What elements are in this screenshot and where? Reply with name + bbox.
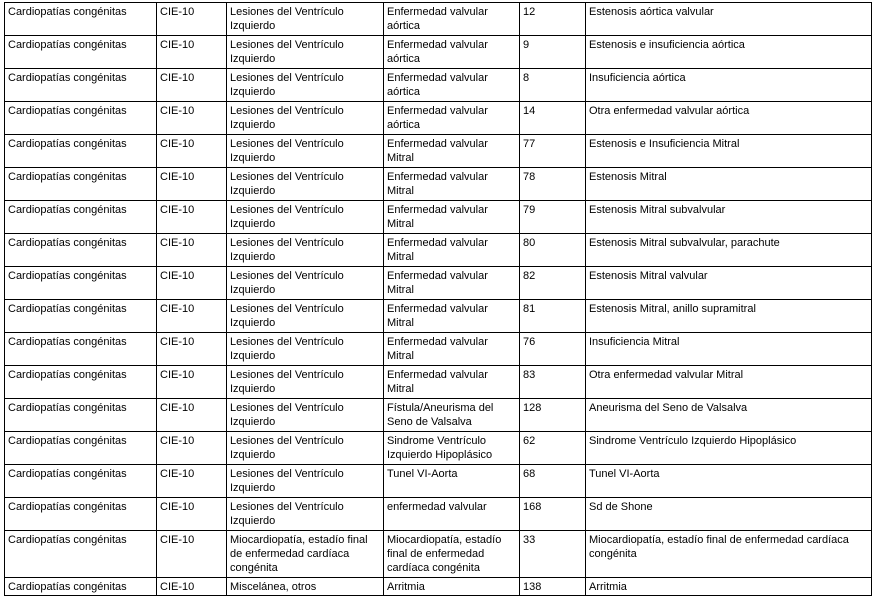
category-cell: Cardiopatías congénitas <box>5 531 157 578</box>
subgroup-cell: Enfermedad valvular Mitral <box>384 300 520 333</box>
diagnosis-cell: Miocardiopatía, estadío final de enfermedad cardíaca congénita <box>586 531 872 578</box>
category-cell: Cardiopatías congénitas <box>5 366 157 399</box>
diagnosis-cell: Insuficiencia aórtica <box>586 69 872 102</box>
subgroup-cell: Enfermedad valvular Mitral <box>384 201 520 234</box>
code-system-cell: CIE-10 <box>157 578 227 596</box>
subgroup-cell: Miocardiopatía, estadío final de enfermedad cardíaca congénita <box>384 531 520 578</box>
subgroup-cell: Sindrome Ventrículo Izquierdo Hipoplásico <box>384 432 520 465</box>
category-cell: Cardiopatías congénitas <box>5 465 157 498</box>
group-cell: Miocardiopatía, estadío final de enfermedad cardíaca congénita <box>227 531 384 578</box>
group-cell: Lesiones del Ventrículo Izquierdo <box>227 300 384 333</box>
subgroup-cell: enfermedad valvular <box>384 498 520 531</box>
code-cell: 9 <box>520 36 586 69</box>
code-cell: 82 <box>520 267 586 300</box>
group-cell: Lesiones del Ventrículo Izquierdo <box>227 36 384 69</box>
group-cell: Lesiones del Ventrículo Izquierdo <box>227 333 384 366</box>
code-cell: 33 <box>520 531 586 578</box>
group-cell: Lesiones del Ventrículo Izquierdo <box>227 135 384 168</box>
category-cell: Cardiopatías congénitas <box>5 300 157 333</box>
table-row <box>5 135 872 168</box>
diagnosis-table <box>4 2 872 596</box>
subgroup-cell: Enfermedad valvular Mitral <box>384 168 520 201</box>
diagnosis-cell: Otra enfermedad valvular Mitral <box>586 366 872 399</box>
subgroup-cell: Enfermedad valvular aórtica <box>384 69 520 102</box>
category-cell: Cardiopatías congénitas <box>5 102 157 135</box>
code-cell: 138 <box>520 578 586 596</box>
group-cell: Lesiones del Ventrículo Izquierdo <box>227 69 384 102</box>
subgroup-cell: Arritmia <box>384 578 520 596</box>
code-cell: 68 <box>520 465 586 498</box>
code-cell: 168 <box>520 498 586 531</box>
table-row <box>5 102 872 135</box>
code-cell: 62 <box>520 432 586 465</box>
category-cell: Cardiopatías congénitas <box>5 432 157 465</box>
diagnosis-cell: Tunel VI-Aorta <box>586 465 872 498</box>
group-cell: Lesiones del Ventrículo Izquierdo <box>227 3 384 36</box>
code-system-cell: CIE-10 <box>157 498 227 531</box>
category-cell: Cardiopatías congénitas <box>5 69 157 102</box>
subgroup-cell: Fístula/Aneurisma del Seno de Valsalva <box>384 399 520 432</box>
category-cell: Cardiopatías congénitas <box>5 399 157 432</box>
category-cell: Cardiopatías congénitas <box>5 3 157 36</box>
code-system-cell: CIE-10 <box>157 399 227 432</box>
table-row <box>5 432 872 465</box>
code-cell: 12 <box>520 3 586 36</box>
table-row <box>5 201 872 234</box>
code-system-cell: CIE-10 <box>157 135 227 168</box>
group-cell: Lesiones del Ventrículo Izquierdo <box>227 267 384 300</box>
code-system-cell: CIE-10 <box>157 366 227 399</box>
code-system-cell: CIE-10 <box>157 465 227 498</box>
diagnosis-cell: Estenosis Mitral <box>586 168 872 201</box>
diagnosis-cell: Insuficiencia Mitral <box>586 333 872 366</box>
code-cell: 81 <box>520 300 586 333</box>
code-cell: 78 <box>520 168 586 201</box>
category-cell: Cardiopatías congénitas <box>5 201 157 234</box>
group-cell: Miscelánea, otros <box>227 578 384 596</box>
table-row <box>5 498 872 531</box>
subgroup-cell: Enfermedad valvular Mitral <box>384 366 520 399</box>
code-system-cell: CIE-10 <box>157 267 227 300</box>
category-cell: Cardiopatías congénitas <box>5 135 157 168</box>
group-cell: Lesiones del Ventrículo Izquierdo <box>227 399 384 432</box>
subgroup-cell: Enfermedad valvular Mitral <box>384 234 520 267</box>
table-row <box>5 168 872 201</box>
table-row <box>5 267 872 300</box>
category-cell: Cardiopatías congénitas <box>5 234 157 267</box>
code-cell: 76 <box>520 333 586 366</box>
diagnosis-cell: Sd de Shone <box>586 498 872 531</box>
table-row <box>5 578 872 596</box>
group-cell: Lesiones del Ventrículo Izquierdo <box>227 498 384 531</box>
category-cell: Cardiopatías congénitas <box>5 333 157 366</box>
group-cell: Lesiones del Ventrículo Izquierdo <box>227 201 384 234</box>
subgroup-cell: Tunel VI-Aorta <box>384 465 520 498</box>
category-cell: Cardiopatías congénitas <box>5 168 157 201</box>
subgroup-cell: Enfermedad valvular aórtica <box>384 36 520 69</box>
diagnosis-cell: Estenosis Mitral subvalvular <box>586 201 872 234</box>
code-cell: 77 <box>520 135 586 168</box>
diagnosis-cell: Estenosis e insuficiencia aórtica <box>586 36 872 69</box>
code-system-cell: CIE-10 <box>157 102 227 135</box>
code-system-cell: CIE-10 <box>157 168 227 201</box>
code-cell: 8 <box>520 69 586 102</box>
table-row <box>5 531 872 578</box>
code-system-cell: CIE-10 <box>157 333 227 366</box>
diagnosis-cell: Estenosis aórtica valvular <box>586 3 872 36</box>
table-row <box>5 36 872 69</box>
diagnosis-cell: Aneurisma del Seno de Valsalva <box>586 399 872 432</box>
code-system-cell: CIE-10 <box>157 300 227 333</box>
code-system-cell: CIE-10 <box>157 432 227 465</box>
table-row <box>5 333 872 366</box>
group-cell: Lesiones del Ventrículo Izquierdo <box>227 234 384 267</box>
group-cell: Lesiones del Ventrículo Izquierdo <box>227 102 384 135</box>
category-cell: Cardiopatías congénitas <box>5 498 157 531</box>
diagnosis-cell: Sindrome Ventrículo Izquierdo Hipoplásico <box>586 432 872 465</box>
code-cell: 83 <box>520 366 586 399</box>
code-cell: 128 <box>520 399 586 432</box>
subgroup-cell: Enfermedad valvular Mitral <box>384 135 520 168</box>
code-cell: 14 <box>520 102 586 135</box>
table-row <box>5 3 872 36</box>
category-cell: Cardiopatías congénitas <box>5 36 157 69</box>
group-cell: Lesiones del Ventrículo Izquierdo <box>227 366 384 399</box>
table-row <box>5 399 872 432</box>
code-system-cell: CIE-10 <box>157 69 227 102</box>
group-cell: Lesiones del Ventrículo Izquierdo <box>227 432 384 465</box>
table-row <box>5 465 872 498</box>
table-row <box>5 366 872 399</box>
code-cell: 79 <box>520 201 586 234</box>
group-cell: Lesiones del Ventrículo Izquierdo <box>227 168 384 201</box>
table-row <box>5 300 872 333</box>
code-system-cell: CIE-10 <box>157 3 227 36</box>
subgroup-cell: Enfermedad valvular Mitral <box>384 333 520 366</box>
subgroup-cell: Enfermedad valvular aórtica <box>384 102 520 135</box>
table-row <box>5 234 872 267</box>
group-cell: Lesiones del Ventrículo Izquierdo <box>227 465 384 498</box>
code-cell: 80 <box>520 234 586 267</box>
diagnosis-cell: Estenosis Mitral subvalvular, parachute <box>586 234 872 267</box>
subgroup-cell: Enfermedad valvular Mitral <box>384 267 520 300</box>
diagnosis-cell: Arritmia <box>586 578 872 596</box>
code-system-cell: CIE-10 <box>157 36 227 69</box>
diagnosis-cell: Estenosis e Insuficiencia Mitral <box>586 135 872 168</box>
subgroup-cell: Enfermedad valvular aórtica <box>384 3 520 36</box>
diagnosis-cell: Estenosis Mitral valvular <box>586 267 872 300</box>
code-system-cell: CIE-10 <box>157 234 227 267</box>
category-cell: Cardiopatías congénitas <box>5 578 157 596</box>
diagnosis-cell: Otra enfermedad valvular aórtica <box>586 102 872 135</box>
code-system-cell: CIE-10 <box>157 531 227 578</box>
diagnosis-cell: Estenosis Mitral, anillo supramitral <box>586 300 872 333</box>
category-cell: Cardiopatías congénitas <box>5 267 157 300</box>
table-row <box>5 69 872 102</box>
code-system-cell: CIE-10 <box>157 201 227 234</box>
